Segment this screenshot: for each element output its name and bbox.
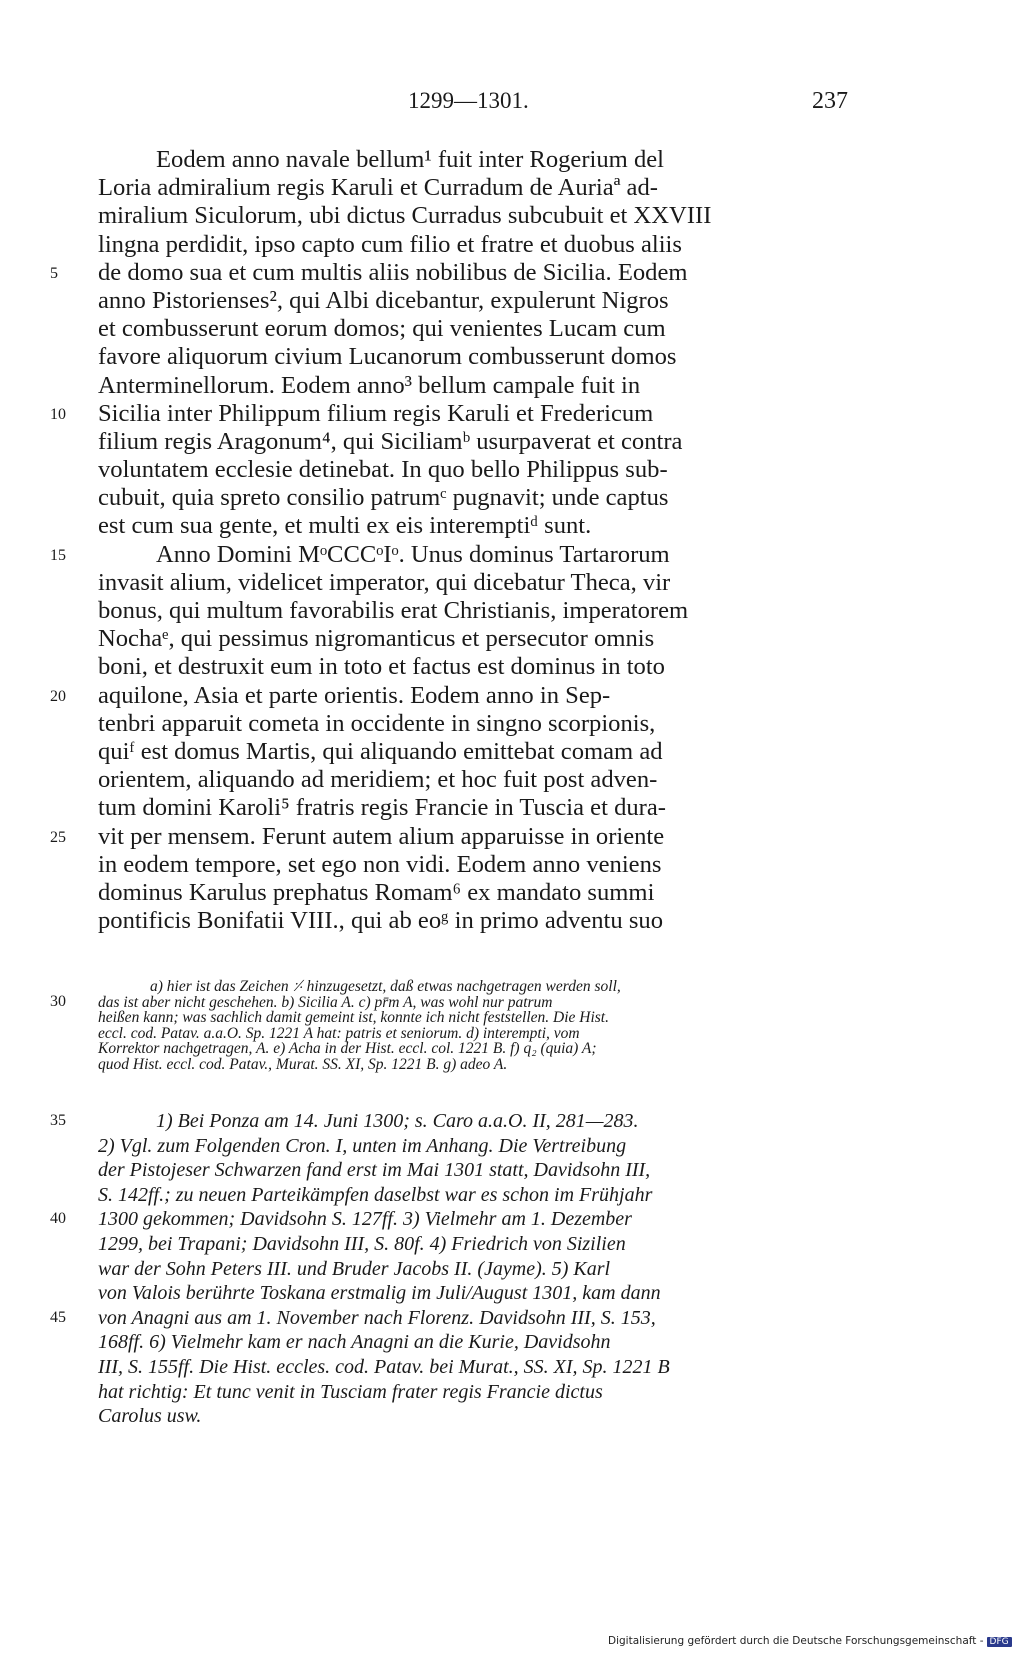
text-line: Sicilia inter Philippum filium regis Karuli et Fredericum [98,399,654,427]
apparatus-line: eccl. cod. Patav. a.a.O. Sp. 1221 A hat: patris et seniorum. d) interempti, vom [98,1024,580,1042]
line-number: 25 [50,828,66,846]
apparatus-line: Korrektor nachgetragen, A. e) Acha in der Hist. eccl. col. 1221 B. f) q₂ (quia) A; [98,1040,597,1058]
commentary-notes [98,1109,848,1429]
note-line: III, S. 155ff. Die Hist. eccles. cod. Patav. bei Murat., SS. XI, Sp. 1221 B [98,1355,670,1378]
header-years: 1299—1301. [408,88,529,113]
note-line: Carolus usw. [98,1405,202,1428]
line-number: 10 [50,405,66,423]
apparatus-line: quod Hist. eccl. cod. Patav., Murat. SS. XI, Sp. 1221 B. g) adeo A. [98,1055,508,1073]
text-line: anno Pistorienses², qui Albi dicebantur, expulerunt Nigros [98,286,669,314]
apparatus-line: a) hier ist das Zeichen ⸓ hinzugesetzt, daß etwas nachgetragen werden soll, [150,978,621,995]
text-line: lingna perdidit, ipso capto cum filio et fratre et duobus aliis [98,230,682,258]
text-line: est cum sua gente, et multi ex eis interemptiᵈ sunt. [98,512,592,540]
text-line: voluntatem ecclesie detinebat. In quo bello Philippus sub- [98,456,668,484]
text-line: pontificis Bonifatii VIII., qui ab eoᵍ in primo adventu suo [98,907,663,935]
footer-credit [608,1635,1012,1647]
text-line: Anno Domini MᵒCCCᵒIᵒ. Unus dominus Tartarorum [156,540,670,568]
text-line: tum domini Karoli⁵ fratris regis Francie in Tuscia et dura- [98,794,666,822]
text-line: favore aliquorum civium Lucanorum combusserunt domos [98,343,677,371]
text-line: Eodem anno navale bellum¹ fuit inter Rogerium del [156,146,664,173]
dfg-logo: DFG [987,1637,1012,1647]
text-line: miralium Siculorum, ubi dictus Curradus subcubuit et XXVIII [98,202,712,230]
text-line: dominus Karulus prephatus Romam⁶ ex mandato summi [98,878,655,906]
text-line: bonus, qui multum favorabilis erat Christianis, imperatorem [98,597,689,624]
line-number: 40 [50,1210,66,1228]
line-number: 30 [50,993,66,1010]
text-line: et combusserunt eorum domos; qui venientes Lucam cum [98,315,666,343]
footer-text: Digitalisierung gefördert durch die Deutsche Forschungsgemeinschaft - [608,1635,984,1647]
text-line: Loria admiralium regis Karuli et Curradum de Auriaª ad- [98,174,658,202]
text-line: boni, et destruxit eum in toto et factus est dominus in toto [98,653,665,681]
note-line: 1) Bei Ponza am 14. Juni 1300; s. Caro a.a.O. II, 281—283. [156,1110,639,1132]
text-line: orientem, aliquando ad meridiem; et hoc fuit post adven- [98,766,658,794]
text-line: quiᶠ est domus Martis, qui aliquando emittebat comam ad [98,737,663,765]
text-line: filium regis Aragonum⁴, qui Siciliamᵇ usurpaverat et contra [98,427,683,455]
note-line: hat richtig: Et tunc venit in Tusciam frater regis Francie dictus [98,1380,603,1403]
apparatus-line: heißen kann; was sachlich damit gemeint ist, konnte ich nicht feststellen. Die Hist. [98,1009,609,1027]
note-line: von Anagni aus am 1. November nach Florenz. Davidsohn III, S. 153, [98,1306,656,1329]
text-line: vit per mensem. Ferunt autem alium apparuisse in oriente [98,822,665,850]
line-number: 15 [50,546,66,564]
critical-apparatus [98,979,848,1073]
note-line: war der Sohn Peters III. und Bruder Jacobs II. (Jayme). 5) Karl [98,1257,611,1280]
text-line: Nochaᵉ, qui pessimus nigromanticus et persecutor omnis [98,625,655,653]
note-line: 1299, bei Trapani; Davidsohn III, S. 80f. 4) Friedrich von Sizilien [98,1232,626,1255]
note-line: von Valois berührte Toskana erstmalig im Juli/August 1301, kam dann [98,1282,661,1305]
main-text [98,146,848,935]
note-line: 2) Vgl. zum Folgenden Cron. I, unten im Anhang. Die Vertreibung [98,1134,627,1157]
note-line: der Pistojeser Schwarzen fand erst im Mai 1301 statt, Davidsohn III, [98,1159,651,1182]
text-line: invasit alium, videlicet imperator, qui dicebatur Theca, vir [98,568,671,596]
line-number: 35 [50,1112,66,1129]
apparatus-line: das ist aber nicht geschehen. b) Sicilia A. c) pr̄m A, was wohl nur patrum [98,993,553,1011]
page-header [98,88,848,122]
text-line: in eodem tempore, set ego non vidi. Eodem anno veniens [98,850,662,878]
text-line: tenbri apparuit cometa in occidente in singno scorpionis, [98,709,656,737]
text-line: Anterminellorum. Eodem anno³ bellum campale fuit in [98,371,641,399]
line-number: 45 [50,1308,66,1326]
note-line: 168ff. 6) Vielmehr kam er nach Anagni an die Kurie, Davidsohn [98,1331,611,1354]
line-number: 20 [50,687,66,705]
note-line: 1300 gekommen; Davidsohn S. 127ff. 3) Vielmehr am 1. Dezember [98,1208,632,1231]
text-line: aquilone, Asia et parte orientis. Eodem anno in Sep- [98,681,611,709]
text-line: de domo sua et cum multis aliis nobilibus de Sicilia. Eodem [98,258,688,286]
line-number: 5 [50,264,58,282]
note-line: S. 142ff.; zu neuen Parteikämpfen daselbst war es schon im Frühjahr [98,1183,653,1206]
page-number: 237 [812,88,848,114]
text-line: cubuit, quia spreto consilio patrumᶜ pugnavit; unde captus [98,484,669,512]
